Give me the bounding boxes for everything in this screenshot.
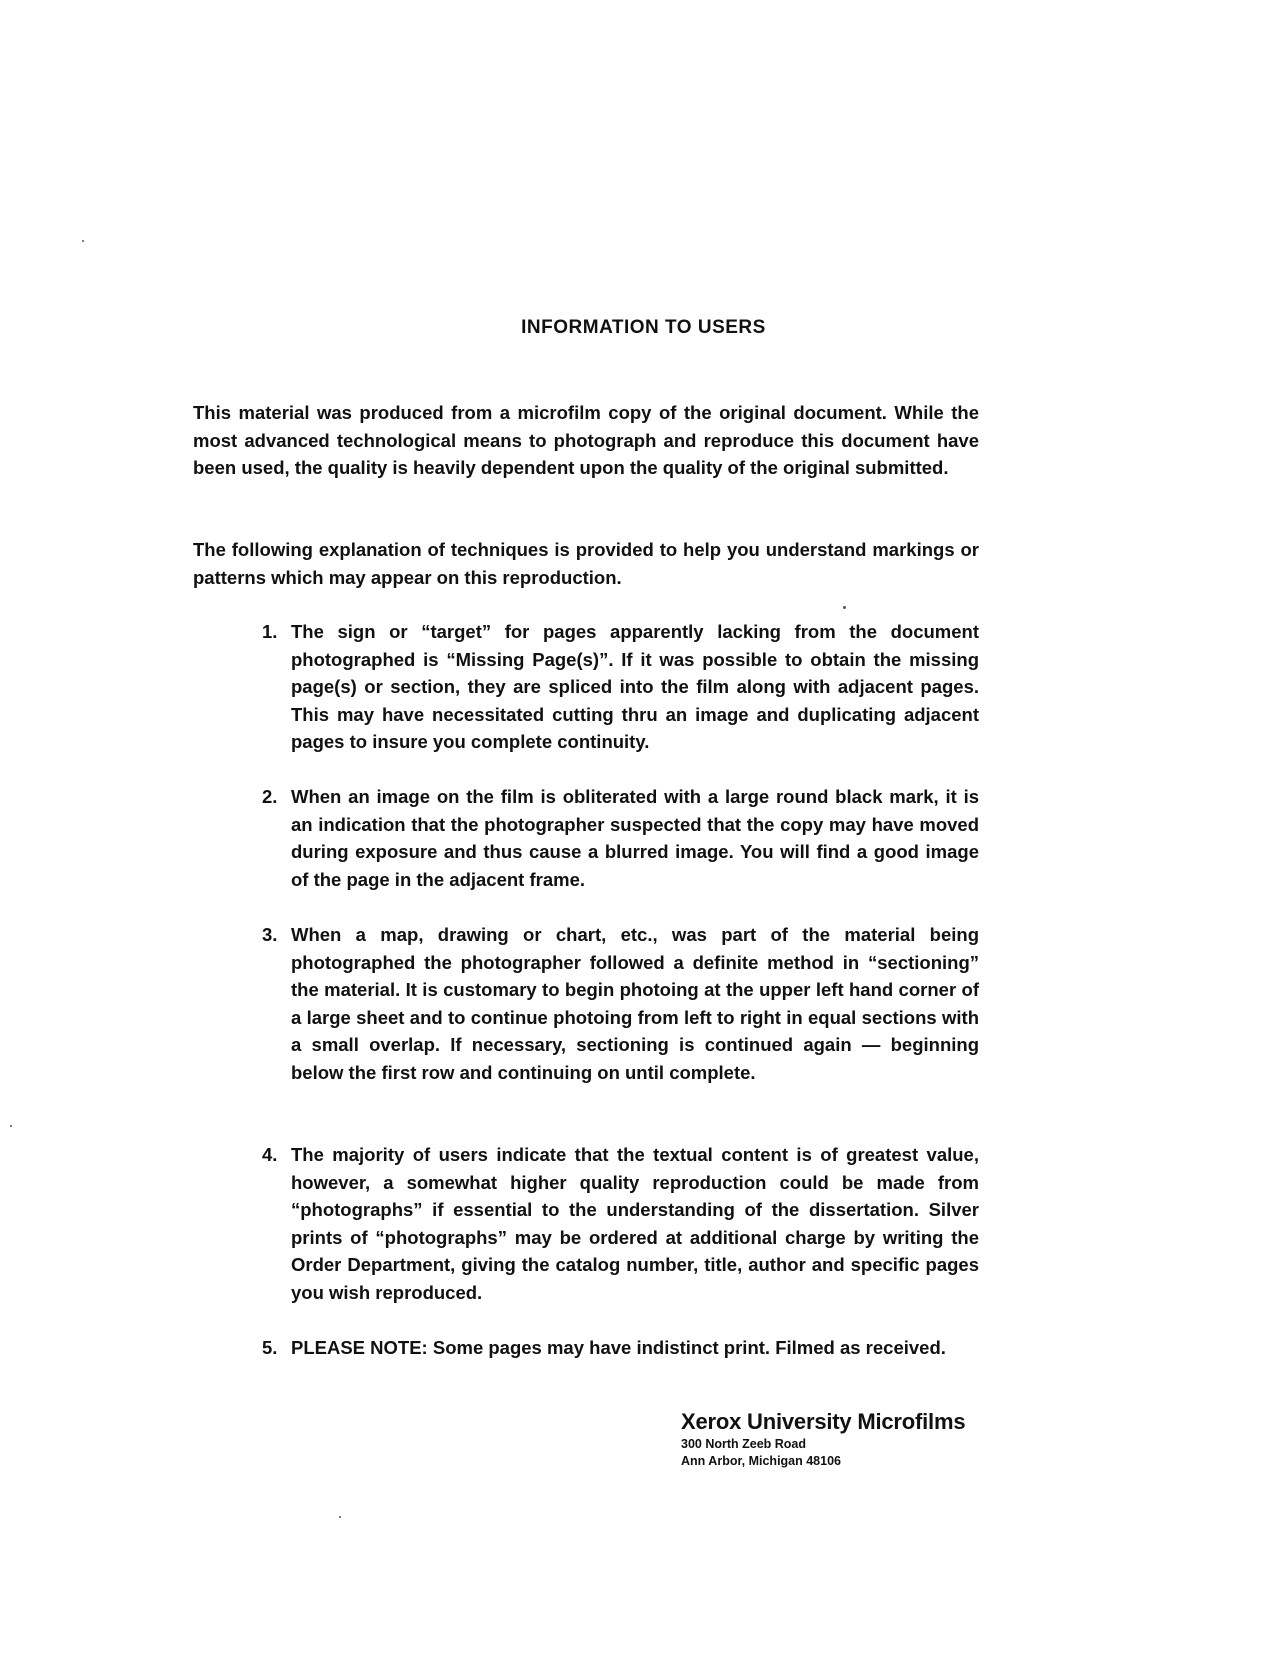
list-item-text: When a map, drawing or chart, etc., was part of the material being photographed the photographer followed a definite method in “sectioning” the material. It is customary to begin photoing at the upper left hand corner of a large sheet and to continue photoing from left to right in equal sections with a small overlap. If necessary, sectioning is continued again — beginning below the first row and continuing on until complete. xyxy=(291,924,979,1083)
list-item xyxy=(262,618,979,756)
scan-speck xyxy=(10,1125,12,1127)
list-item xyxy=(262,1141,979,1306)
list-item xyxy=(262,921,979,1086)
list-item xyxy=(262,783,979,893)
publisher-address-street: 300 North Zeeb Road xyxy=(681,1437,807,1451)
list-item-text: When an image on the film is obliterated with a large round black mark, it is an indication that the photographer suspected that the copy may have moved during exposure and thus cause a blurred image. You will find a good image of the page in the adjacent frame. xyxy=(291,786,979,890)
publisher-name: Xerox University Microfilms xyxy=(681,1409,966,1434)
intro-paragraph: This material was produced from a microfilm copy of the original document. While the most advanced technological means to photograph and reproduce this document have been used, the quality is heavily dependent upon the quality of the original submitted. xyxy=(193,402,979,478)
scan-speck xyxy=(339,1516,341,1518)
explanation-paragraph: The following explanation of techniques is provided to help you understand markings or patterns which may appear on this reproduction. xyxy=(193,539,979,588)
publisher-block xyxy=(681,1408,1001,1470)
list-item-number: 5. xyxy=(262,1337,278,1358)
list-item-number: 1. xyxy=(262,621,278,642)
list-item-number: 3. xyxy=(262,924,278,945)
list-item-number: 4. xyxy=(262,1144,278,1165)
list-item-text: The majority of users indicate that the textual content is of greatest value, however, a somewhat higher quality reproduction could be made from “photographs” if essential to the understanding of the dissertation. Silver prints of “photographs” may be ordered at additional charge by writing the Order Department, giving the catalog number, title, author and specific pages you wish reproduced. xyxy=(291,1144,979,1303)
scan-speck xyxy=(82,240,84,242)
publisher-address-city: Ann Arbor, Michigan 48106 xyxy=(681,1454,841,1468)
page-title: INFORMATION TO USERS xyxy=(521,317,766,338)
list-item-text: The sign or “target” for pages apparently lacking from the document photographed is “Missing Page(s)”. If it was possible to obtain the missing page(s) or section, they are spliced into the film along with adjacent pages. This may have necessitated cutting thru an image and duplicating adjacent pages to insure you complete continuity. xyxy=(291,621,979,752)
list-item-text: PLEASE NOTE: Some pages may have indistinct print. Filmed as received. xyxy=(291,1337,946,1358)
list-item-number: 2. xyxy=(262,786,278,807)
scan-speck xyxy=(843,606,846,609)
list-item xyxy=(262,1334,979,1362)
